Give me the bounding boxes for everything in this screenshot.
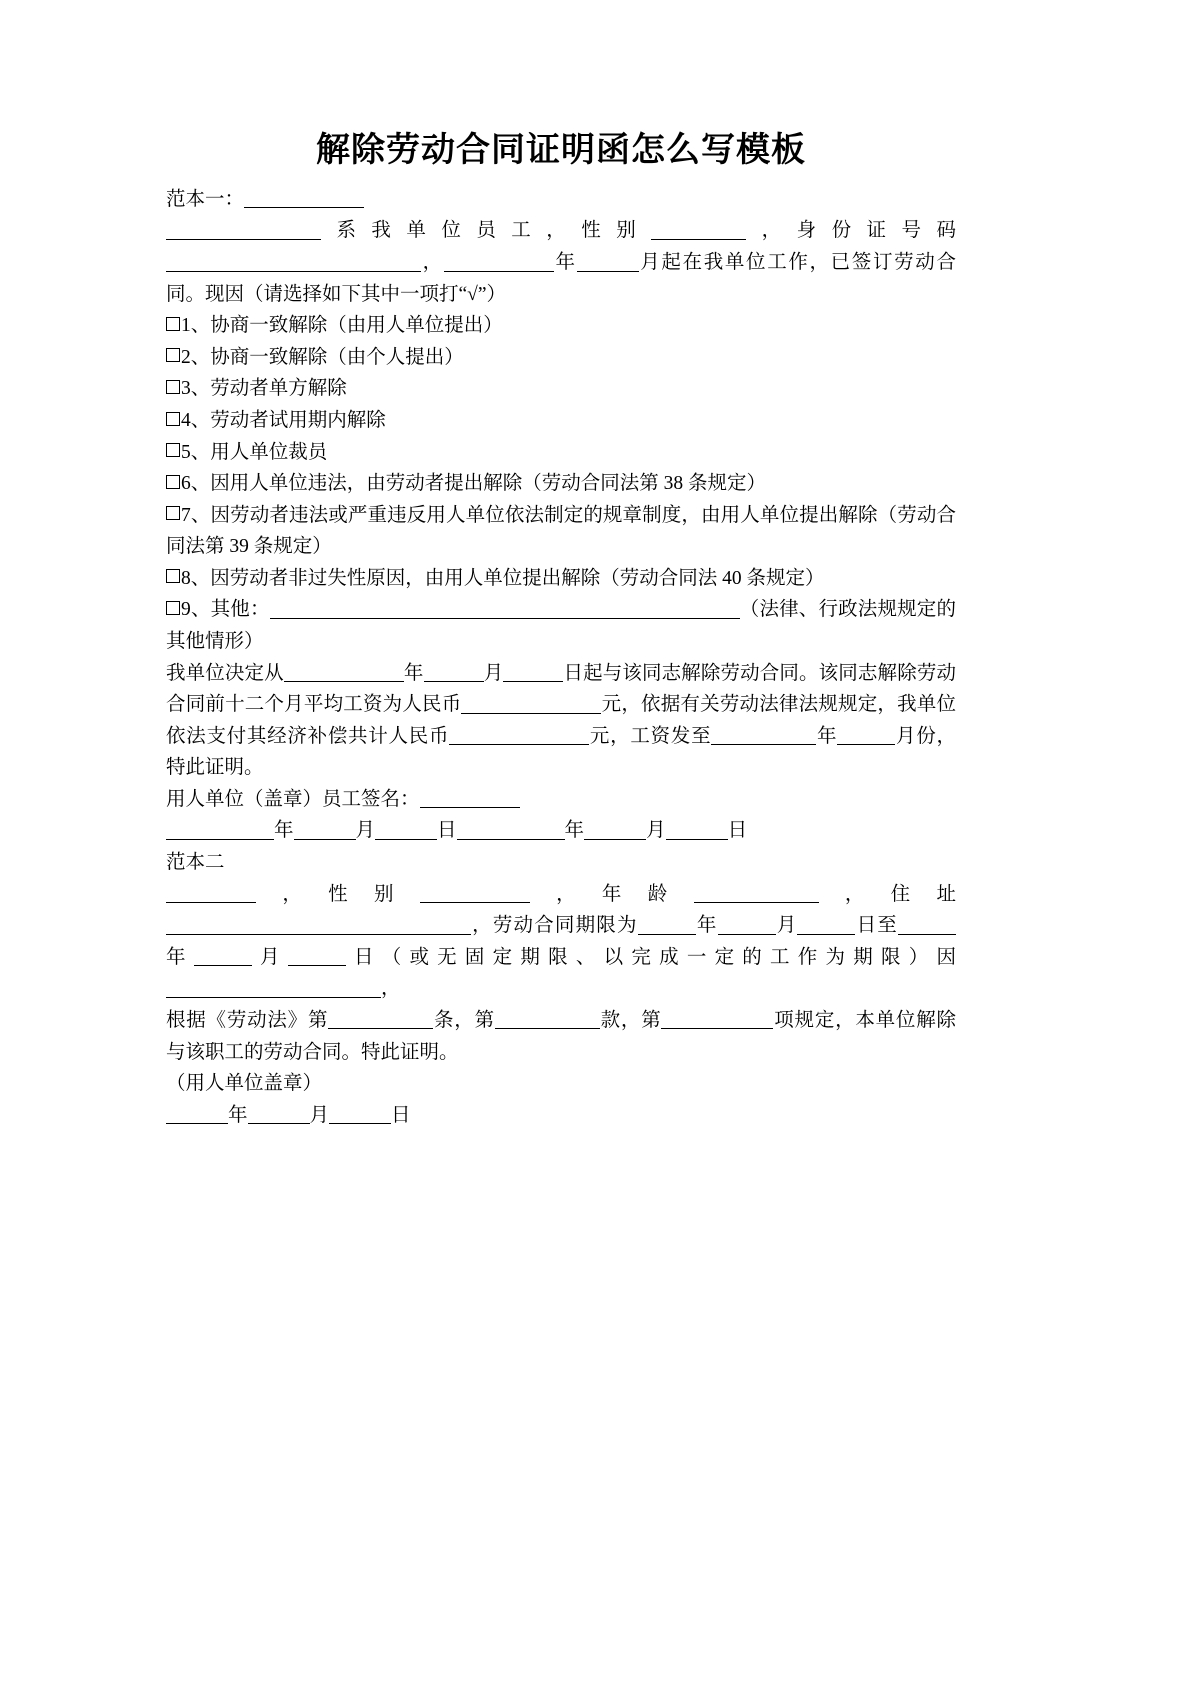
s2-start-month-blank[interactable] — [718, 914, 776, 935]
s2-text-10: 日（或无固定期限、以完成一定的工作为期限）因 — [345, 946, 956, 968]
reason-number: 2、 — [181, 346, 211, 368]
s2-text-4: ，劳动合同期限为 — [471, 915, 638, 937]
reason-number: 8、 — [181, 567, 211, 589]
final-day-label: 日 — [391, 1104, 411, 1126]
intro-paragraph: 系我单位员工，性别 ，身份证号码， 年 月起在我单位工作，已签订劳动合同。现因（请选择如下其中一项打“√”） — [166, 220, 956, 305]
reason-label: 协商一致解除（由个人提出） — [210, 346, 464, 368]
compensation-blank[interactable] — [449, 725, 589, 746]
intro-text-b: ，身份证号码 — [746, 220, 956, 242]
reason-item-6[interactable] — [166, 468, 956, 500]
sig-day2-blank[interactable] — [666, 819, 728, 840]
final-year-blank[interactable] — [166, 1104, 228, 1125]
sig-month1-label: 月 — [355, 820, 376, 842]
reason-item-5[interactable] — [166, 437, 956, 469]
decision-text-1: 我单位决定从 — [166, 662, 284, 684]
page-title: 解除劳动合同证明函怎么写模板 — [316, 132, 806, 169]
reason-label: 其他： — [210, 599, 270, 621]
sample-one-blank[interactable] — [244, 188, 364, 209]
s2-reason-blank[interactable] — [166, 977, 381, 998]
final-day-blank[interactable] — [329, 1104, 391, 1125]
employee-signature-blank[interactable] — [420, 788, 520, 809]
reason-item-7[interactable] — [166, 500, 956, 563]
sig-month2-blank[interactable] — [584, 819, 646, 840]
s2-text-7: 日至 — [855, 915, 898, 937]
sig-year1-blank[interactable] — [166, 819, 274, 840]
s2-text-6: 月 — [775, 915, 798, 937]
reason-label: 因用人单位违法，由劳动者提出解除（劳动合同法第 38 条规定） — [210, 473, 767, 495]
s2-address-blank[interactable] — [166, 914, 471, 935]
termination-year-blank[interactable] — [284, 662, 404, 683]
reason-number: 6、 — [181, 473, 211, 495]
s2-end-year-blank[interactable] — [898, 914, 956, 935]
final-month-label: 月 — [309, 1104, 330, 1126]
s2-text-2: ，年龄 — [529, 883, 694, 905]
decision-text-7: 年 — [816, 725, 838, 747]
checkbox-icon[interactable] — [166, 412, 180, 426]
decision-text-5: 元，依据有关劳动法律法规规定，我单位依法支付其经济补偿共计人民币 — [166, 694, 956, 747]
s2-text-9: 月 — [251, 946, 288, 968]
signature-date-line — [166, 815, 956, 847]
decision-text-4: 日起与该同志解除劳动合同。该同志解除劳动合同前十二个月平均工资为人民币 — [166, 662, 956, 716]
checkbox-icon[interactable] — [166, 380, 180, 394]
checkbox-icon[interactable] — [166, 317, 180, 331]
decision-text-8: 月份，特此证明。 — [166, 725, 956, 779]
signature-line — [166, 784, 956, 816]
s2-start-year-blank[interactable] — [638, 914, 696, 935]
sig-month1-blank[interactable] — [294, 819, 356, 840]
s2-text-3: ，住址 — [818, 883, 956, 905]
document-body — [166, 128, 956, 1131]
reason-number: 5、 — [181, 441, 211, 463]
decision-paragraph — [166, 658, 956, 784]
sample-two-identity-paragraph: ，性别 ，年龄 ，住址，劳动合同期限为 年 月 日至年 月 日（或无固定期限、以完成一定的工作为期限）因， — [166, 883, 956, 1000]
average-wage-blank[interactable] — [461, 693, 601, 714]
law-text-c: 款，第 — [599, 1009, 662, 1031]
reason-suffix: （法律、行政法规规定的其他情形） — [166, 599, 956, 652]
reason-item-3[interactable] — [166, 373, 956, 405]
reason-number: 9、 — [181, 599, 211, 621]
intro-text-a: 系我单位员工，性别 — [321, 220, 652, 242]
other-reason-blank[interactable] — [270, 598, 740, 619]
reason-number: 4、 — [181, 409, 211, 431]
reason-number: 3、 — [181, 378, 211, 400]
law-text-a: 根据《劳动法》第 — [166, 1009, 329, 1031]
reason-item-9[interactable] — [166, 594, 956, 657]
reason-number: 7、 — [181, 504, 211, 526]
s2-age-blank[interactable] — [694, 883, 819, 904]
law-text-b: 条，第 — [433, 1009, 495, 1031]
checkbox-icon[interactable] — [166, 348, 180, 362]
reason-label: 因劳动者非过失性原因，由用人单位提出解除（劳动合同法 40 条规定） — [210, 567, 825, 589]
sig-day1-label: 日 — [437, 820, 457, 842]
law-article-blank[interactable] — [328, 1009, 433, 1030]
decision-text-6: 元，工资发至 — [589, 725, 712, 747]
sig-year2-label: 年 — [564, 820, 585, 842]
sample-one-heading — [166, 184, 956, 216]
reason-label: 因劳动者违法或严重违反用人单位依法制定的规章制度，由用人单位提出解除（劳动合同法第 39 条规定） — [166, 504, 956, 558]
intro-text-e: “√”） — [458, 283, 507, 305]
final-month-blank[interactable] — [248, 1104, 310, 1125]
sig-year1-label: 年 — [274, 820, 294, 842]
sig-month2-label: 月 — [646, 820, 666, 842]
sig-year2-blank[interactable] — [457, 819, 565, 840]
wage-paid-month-blank[interactable] — [837, 725, 895, 746]
termination-day-blank[interactable] — [503, 662, 563, 683]
reason-item-4[interactable] — [166, 405, 956, 437]
s2-text-8: 年 — [166, 946, 194, 968]
checkbox-icon[interactable] — [166, 475, 180, 489]
final-date-line — [166, 1100, 956, 1132]
reason-item-1[interactable] — [166, 310, 956, 342]
sig-day2-label: 日 — [727, 820, 748, 842]
reason-number: 1、 — [181, 315, 211, 337]
law-text-d: 项规定，本单位解除与该职工的劳动合同。特此证明。 — [166, 1009, 956, 1063]
reason-label: 劳动者单方解除 — [210, 378, 347, 400]
checkbox-icon[interactable] — [166, 569, 180, 583]
reason-label: 劳动者试用期内解除 — [210, 409, 386, 431]
reason-item-8[interactable] — [166, 563, 956, 595]
sample-one-label: 范本一： — [166, 188, 245, 210]
signature-label: 用人单位（盖章）员工签名： — [166, 788, 420, 810]
s2-end-day-blank[interactable] — [288, 946, 346, 967]
termination-month-blank[interactable] — [424, 662, 484, 683]
sample-two-heading: 范本二 — [166, 852, 225, 874]
reason-item-2[interactable] — [166, 342, 956, 374]
final-year-label: 年 — [228, 1104, 248, 1126]
gender-blank[interactable] — [651, 219, 746, 240]
law-clause-blank[interactable] — [495, 1009, 600, 1030]
employee-name-blank[interactable] — [166, 219, 321, 240]
id-number-blank[interactable] — [166, 251, 421, 272]
sample-two-law-paragraph — [166, 1005, 956, 1068]
intro-text-d: 月起在我单位工作，已签订劳动合同。现因（请选择如下其中一项打 — [166, 252, 956, 305]
checkbox-icon[interactable] — [166, 506, 180, 520]
intro-text-c: 年 — [553, 252, 577, 274]
s2-end-month-blank[interactable] — [194, 946, 252, 967]
decision-text-3: 月 — [483, 662, 504, 684]
start-year-blank[interactable] — [444, 251, 554, 272]
decision-text-2: 年 — [403, 662, 424, 684]
start-month-blank[interactable] — [577, 251, 639, 272]
company-seal-line: （用人单位盖章） — [166, 1073, 323, 1095]
law-item-blank[interactable] — [661, 1009, 773, 1030]
s2-name-blank[interactable] — [166, 883, 256, 904]
s2-gender-blank[interactable] — [420, 883, 530, 904]
sig-day1-blank[interactable] — [375, 819, 437, 840]
reason-label: 用人单位裁员 — [210, 441, 328, 463]
s2-text-5: 年 — [695, 915, 718, 937]
wage-paid-year-blank[interactable] — [711, 725, 816, 746]
reason-label: 协商一致解除（由用人单位提出） — [210, 315, 503, 337]
checkbox-icon[interactable] — [166, 443, 180, 457]
checkbox-icon[interactable] — [166, 601, 180, 615]
s2-start-day-blank[interactable] — [797, 914, 855, 935]
s2-text-1: ，性别 — [256, 883, 420, 905]
